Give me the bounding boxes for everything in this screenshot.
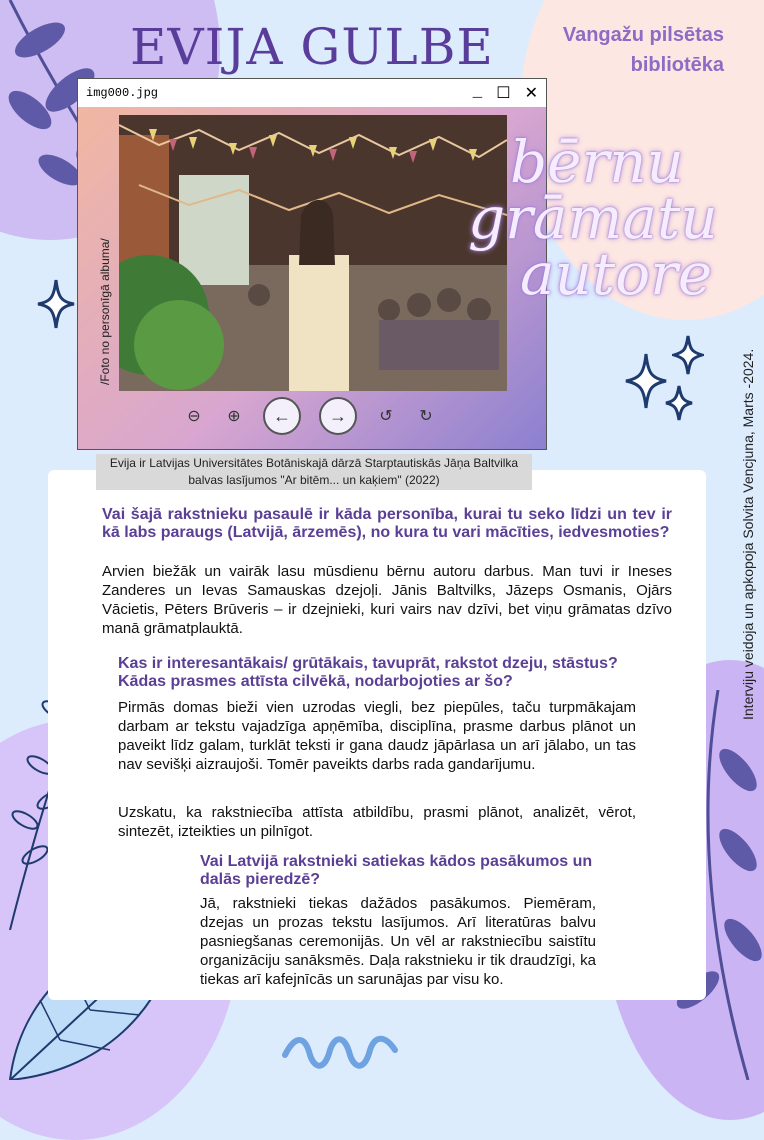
question-3: Vai Latvijā rakstnieki satiekas kādos pasākumos un dalās pieredzē? (200, 853, 593, 888)
zoom-in-icon[interactable]: ⊕ (227, 408, 241, 425)
window-body (78, 107, 546, 449)
library-name (563, 20, 724, 80)
photo-credit: /Foto no personīgā albuma/ (98, 238, 112, 385)
next-arrow-button[interactable]: → (319, 397, 357, 435)
rotate-left-icon[interactable]: ↺ (379, 408, 393, 425)
sparkle-star-small-top-icon (672, 334, 704, 376)
viewer-toolbar (183, 397, 437, 435)
page-title: EVIJA GULBE (130, 18, 494, 76)
sparkle-star-left-icon (36, 278, 76, 330)
zoom-out-icon[interactable]: ⊖ (187, 408, 201, 425)
subtitle-script-line2: grāmatu (468, 184, 718, 252)
squiggle-icon (280, 1030, 400, 1070)
rotate-right-icon[interactable]: ↻ (419, 408, 433, 425)
question-2: Kas ir interesantākais/ grūtākais, tavuprāt, rakstot dzeju, stāstus? Kādas prasmes attīsta cilvēkā, nodarbojoties ar šo? (118, 655, 618, 690)
event-photo (119, 115, 507, 391)
previous-arrow-button[interactable]: ← (263, 397, 301, 435)
answer-1: Arvien biežāk un vairāk lasu mūsdienu bērnu autoru darbus. Man tuvi ir Ineses Zanderes un Ievas Samauskas dzejoļi. Jānis Baltvilks, Jāzeps Osmanis, Ojārs Vācietis, Pēters Brūveris – ir dzejnieki, kuri vairs nav dzīvi, bet viņu grāmatas dzīvo manā grāmatplauktā. (102, 563, 672, 637)
sparkle-star-small-bottom-icon (664, 384, 694, 422)
library-name-line2: bibliotēka (630, 54, 724, 76)
event-photo-drawing (119, 115, 507, 391)
minimize-icon[interactable]: _ (472, 83, 483, 101)
photo-caption: Evija ir Latvijas Universitātes Botāniskajā dārzā Starptautiskās Jāņa Baltvilka balvas lasījumos "Ar bitēm... un kaķiem" (2022) (96, 454, 532, 490)
subtitle-script-line3: autore (520, 240, 713, 308)
interview-credit: Interviju veidoja un apkopoja Solvita Vencjuna, Marts -2024. (740, 348, 756, 720)
question-1: Vai šajā rakstnieku pasaulē ir kāda personība, kurai tu seko līdzi un tev ir kā labs paraugs (Latvijā, ārzemēs), no kura tu vari mācīties, iedvesmoties? (102, 506, 672, 541)
answer-2-continued: Uzskatu, ka rakstniecība attīsta atbildību, prasmi plānot, analizēt, vērot, sintezēt, izteikties un pilnīgot. (118, 804, 636, 840)
answer-3: Jā, rakstnieki tiekas dažādos pasākumos. Piemēram, dzejas un prozas tekstu lasījumos. Arī literatūras balvu pasniegšanas ceremonijās. Un vēl ar rakstniecību saistītu organizāciju sanāksmēs. Daļa rakstnieku ir tik draudzīgi, ka tiekas arī kafejnīcās un sarunājas par visu ko. (200, 895, 596, 988)
library-name-line1: Vangažu pilsētas (562, 24, 724, 46)
window-title-bar (78, 79, 546, 108)
window-filename: img000.jpg (86, 86, 159, 100)
answer-2: Pirmās domas bieži vien uzrodas viegli, bez piepūles, taču turpmākajam darbam ar tekstu vajadzīga apņēmība, disciplīna, prasme darbus plānot un paveikt līdz galam, turklāt teksti ir gana daudz jāpārlasa un arī jālabo, un tas nav sevišķi aizraujoši. Tomēr paveikts darbs rada gandarījumu. (118, 699, 636, 773)
sparkle-star-large-icon (624, 352, 668, 410)
close-icon[interactable]: ✕ (524, 85, 538, 103)
image-viewer-window (77, 78, 547, 450)
subtitle-script-line1: bērnu (510, 128, 684, 196)
maximize-icon[interactable]: ☐ (496, 85, 511, 103)
